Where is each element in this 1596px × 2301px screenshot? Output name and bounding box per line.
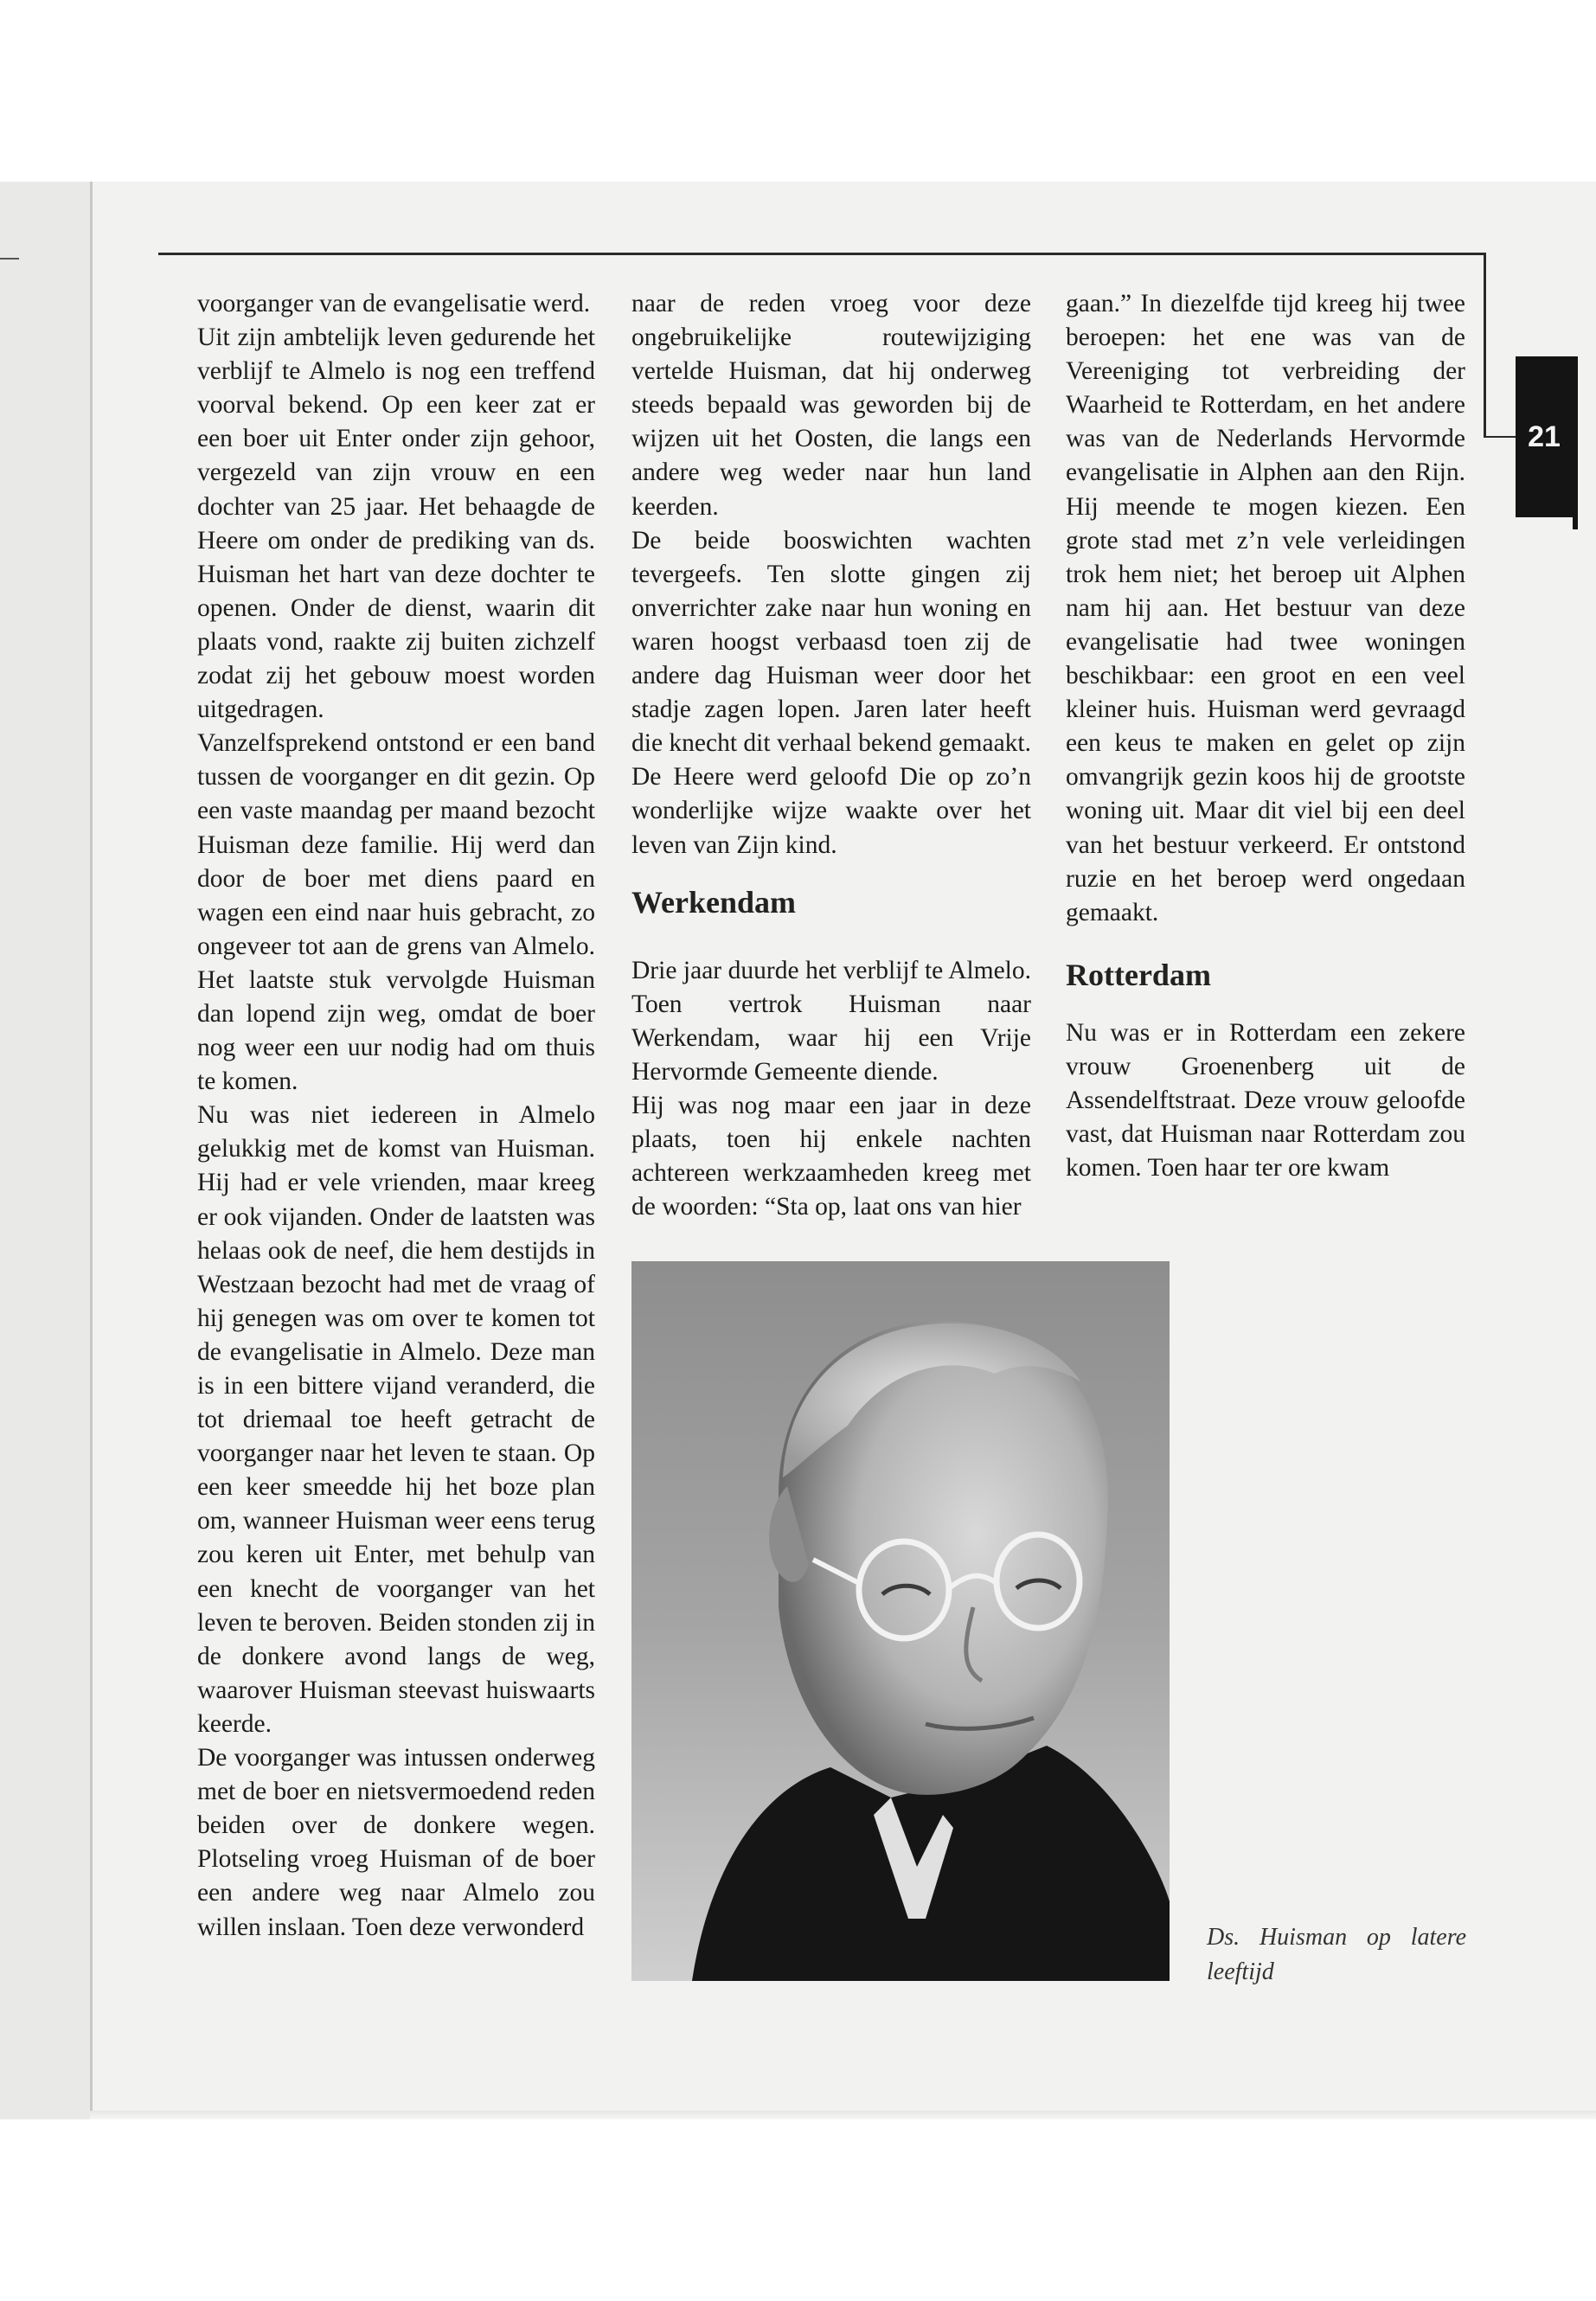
paragraph: Drie jaar duurde het verblijf te Almelo. Toen vertrok Huisman naar Werkendam, waar hij een Vrije Hervormde Gemeente diende. <box>631 956 1031 1086</box>
page-tab-edge <box>1573 356 1578 529</box>
page-number-tab: 21 <box>1516 356 1573 517</box>
paragraph: voorganger van de evangelisatie werd. <box>197 290 591 317</box>
paragraph: Uit zijn ambtelijk leven gedurende het verblijf te Almelo is nog een treffend voorval bekend. Op een keer zat er een boer uit Enter onder zijn gehoor, vergezeld van zijn vrouw en een dochter van 25 jaar. Het behaagde de Heere om onder de prediking van ds. Huisman het hart van deze dochter te openen. Onder de dienst, waarin dit plaats vond, raakte zij buiten zichzelf zodat zij het gebouw moest worden uitgedragen. <box>197 324 595 724</box>
paragraph: naar de reden vroeg voor deze ongebruikelijke routewijziging vertelde Huisman, dat hij onderweg steeds bepaald was geworden bij de wijzen uit het Oosten, die langs een andere weg weder naar hun land keerden. <box>631 290 1031 521</box>
photo-caption: Ds. Huisman op latere leeftijd <box>1207 1924 1466 1985</box>
section-heading-rotterdam: Rotterdam <box>1066 957 1211 992</box>
column-1 <box>197 287 595 1945</box>
column-3 <box>1066 287 1465 1185</box>
previous-page-edge <box>0 182 93 2119</box>
paragraph: De voorganger was intussen onderweg met de boer en nietsvermoedend reden beiden over de donkere wegen. Plotseling vroeg Huisman of de boer een andere weg naar Almelo zou willen inslaan. Toen deze verwonderd <box>197 1744 595 1941</box>
paragraph: Nu was er in Rotterdam een zekere vrouw Groenenberg uit de Assendelftstraat. Deze vrouw geloofde vast, dat Huisman naar Rotterdam zou komen. Toen haar ter ore kwam <box>1066 1018 1465 1183</box>
header-rule-vertical <box>1484 253 1486 436</box>
section-heading-werkendam: Werkendam <box>631 884 797 920</box>
portrait-photo <box>631 1261 1170 1981</box>
column-2 <box>631 287 1031 1224</box>
header-rule <box>158 253 1485 255</box>
paragraph: Vanzelfsprekend ontstond er een band tussen de voorganger en dit gezin. Op een vaste maandag per maand bezocht Huisman deze familie. Hij werd dan door de boer met diens paard en wagen een eind naar huis gebracht, zo ongeveer tot aan de grens van Almelo. Het laatste stuk vervolgde Huisman dan lopend zijn weg, omdat de boer nog weer een uur nodig had om thuis te komen. <box>197 729 595 1096</box>
previous-page-mark <box>0 258 19 260</box>
paragraph: Nu was niet iedereen in Almelo gelukkig met de komst van Huisman. Hij had er vele vrienden, maar kreeg er ook vijanden. Onder de laatsten was helaas ook de neef, die hem destijds in Westzaan bezocht had met de vraag of hij genegen was om over te komen tot de evangelisatie in Almelo. Deze man is in een bittere vijand veranderd, die tot driemaal toe heeft getracht de voorganger naar het leven te staan. Op een keer smeedde hij het boze plan om, wanneer Huisman weer eens terug zou keren uit Enter, met behulp van een knecht de voorganger van het leven te beroven. Beiden stonden zij in de donkere avond langs de weg, waarover Huisman steevast huiswaarts keerde. <box>197 1101 595 1738</box>
paragraph: De beide booswichten wachten tevergeefs. Ten slotte gingen zij onverrichter zake naar hun woning en waren hoogst verbaasd toen zij de andere dag Huisman weer door het stadje zagen lopen. Jaren later heeft die knecht dit verhaal bekend gemaakt. De Heere werd geloofd Die op zo’n wonderlijke wijze waakte over het leven van Zijn kind. <box>631 526 1031 859</box>
paragraph: Hij was nog maar een jaar in deze plaats, toen hij enkele nachten achtereen werkzaamheden kreeg met de woorden: “Sta op, laat ons van hier <box>631 1091 1031 1221</box>
paragraph: gaan.” In diezelfde tijd kreeg hij twee beroepen: het ene was van de Vereeniging tot verbreiding der Waarheid te Rotterdam, en het andere was van de Nederlands Hervormde evangelisatie in Alphen aan den Rijn. Hij meende te mogen kiezen. Een grote stad met z’n vele verleidingen trok hem niet; het beroep uit Alphen nam hij aan. Het bestuur van deze evangelisatie had twee woningen beschikbaar: een groot en een veel kleiner huis. Huisman werd gevraagd een keus te maken en gelet op zijn omvangrijk gezin koos hij de grootste woning uit. Maar dit viel bij een deel van het bestuur verkeerd. Er ontstond ruzie en het beroep werd ongedaan gemaakt. <box>1066 290 1465 926</box>
portrait-illustration <box>631 1261 1170 1981</box>
page-bottom-edge <box>90 2111 1596 2119</box>
